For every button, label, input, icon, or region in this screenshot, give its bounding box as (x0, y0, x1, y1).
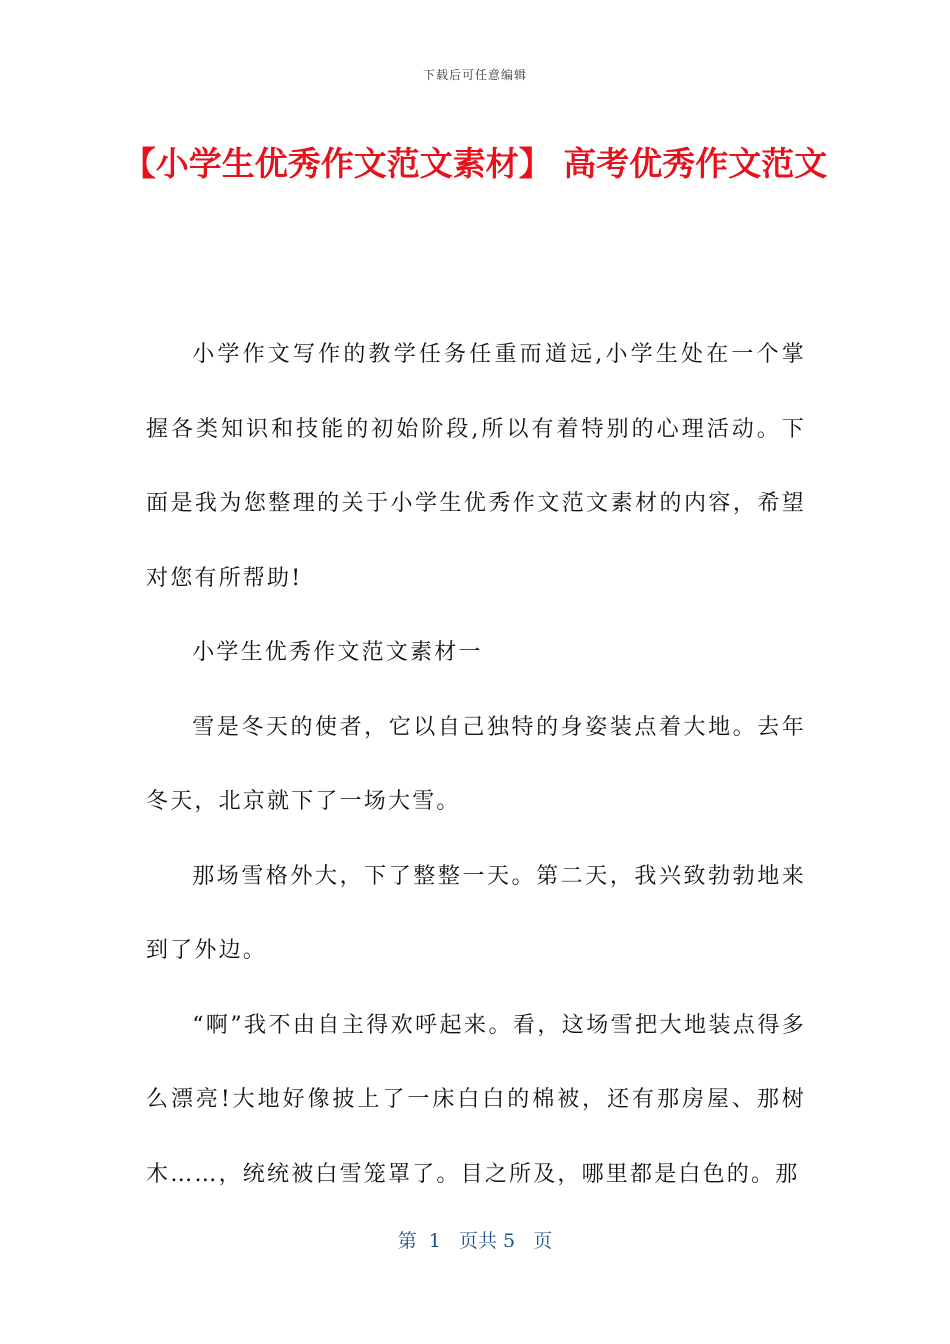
body-paragraph: 那场雪格外大，下了整整一天。第二天，我兴致勃勃地来到了外边。 (146, 863, 806, 963)
intro-paragraph: 小学作文写作的教学任务任重而道远,小学生处在一个掌握各类知识和技能的初始阶段,所以有着特别的心理活动。下面是我为您整理的关于小学生优秀作文范文素材的内容，希望对您有所帮助! (146, 342, 806, 591)
header-note: 下载后可任意编辑 (422, 68, 527, 82)
page-number-footer: 第 1 页共 5 页 (397, 1230, 553, 1252)
section-heading: 小学生优秀作文范文素材一 (192, 640, 483, 665)
body-paragraph: “啊”我不由自主得欢呼起来。看，这场雪把大地装点得多么漂亮!大地好像披上了一床白白的棉被，还有那房屋、那树木……，统统被白雪笼罩了。目之所及，哪里都是白色的。那 (146, 1012, 806, 1187)
document-title: 【小学生优秀作文范文素材】 高考优秀作文范文 (122, 144, 828, 183)
body-paragraph: 雪是冬天的使者，它以自己独特的身姿装点着大地。去年冬天，北京就下了一场大雪。 (146, 714, 806, 814)
document-body (146, 318, 806, 1212)
